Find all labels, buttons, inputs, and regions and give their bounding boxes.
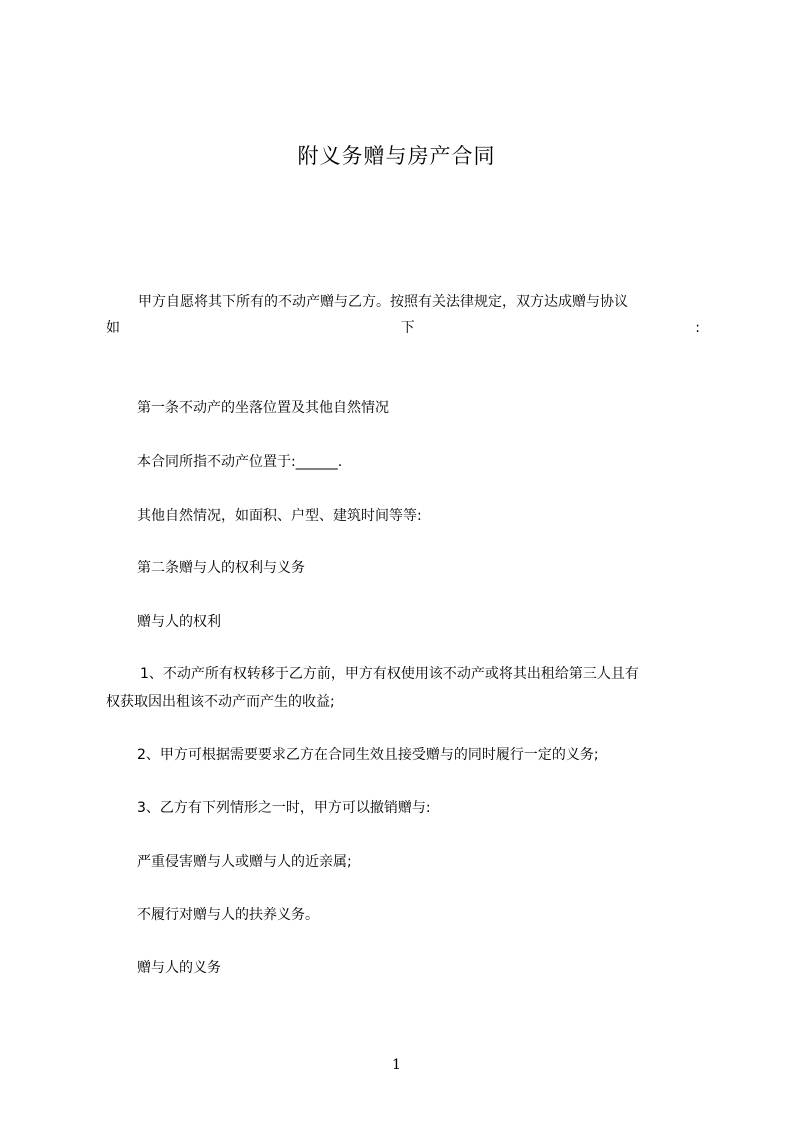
revocation-case-2: 不履行对赠与人的扶养义务。 [137, 907, 319, 923]
donor-obligations-heading: 赠与人的义务 [137, 960, 221, 976]
rights-item-2: 2、甲方可根据需要要求乙方在合同生效且接受赠与的同时履行一定的义务; [137, 747, 599, 763]
intro-word-xia: 下 [400, 320, 415, 336]
donor-rights-heading: 赠与人的权利 [137, 614, 221, 630]
intro-paragraph-line-2 [106, 318, 700, 338]
rights-item-1-line-2: 权获取因出租该不动产而产生的收益; [106, 694, 335, 710]
intro-paragraph-line-1: 甲方自愿将其下所有的不动产赠与乙方。按照有关法律规定，双方达成赠与协议 [138, 294, 628, 310]
rights-item-3: 3、乙方有下列情形之一时，甲方可以撤销赠与: [137, 800, 431, 816]
article-2-heading: 第二条赠与人的权利与义务 [137, 560, 305, 576]
document-title: 附义务赠与房产合同 [297, 144, 496, 168]
intro-colon: : [695, 320, 700, 336]
rights-item-1-line-1: 1、不动产所有权转移于乙方前，甲方有权使用该不动产或将其出租给第三人且有 [140, 666, 639, 682]
article-1-heading: 第一条不动产的坐落位置及其他自然情况 [137, 400, 389, 416]
other-conditions-line: 其他自然情况，如面积、户型、建筑时间等等: [137, 508, 422, 524]
intro-word-ru: 如 [106, 320, 120, 336]
property-location-line: 本合同所指不动产位置于:______. [137, 454, 343, 470]
page-number: 1 [392, 1057, 401, 1073]
revocation-case-1: 严重侵害赠与人或赠与人的近亲属; [137, 854, 352, 870]
